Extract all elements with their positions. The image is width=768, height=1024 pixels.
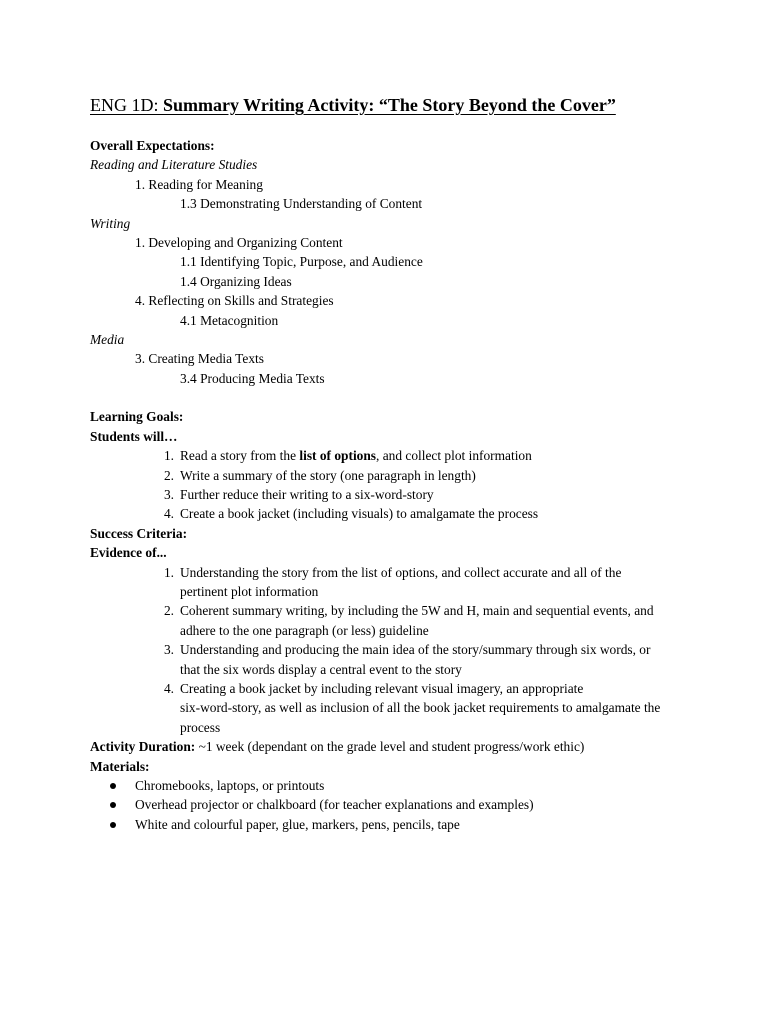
goal-text: Read a story from the: [180, 448, 300, 464]
criteria-text: six-word-story, as well as inclusion of all the book jacket requirements to amalgamate the: [180, 700, 661, 716]
criteria-text: that the six words display a central event to the story: [180, 661, 462, 677]
material-text: White and colourful paper, glue, markers, pens, pencils, tape: [135, 816, 460, 832]
strand-reading: Reading and Literature Studies: [90, 157, 258, 173]
activity-duration-label: Activity Duration:: [90, 739, 196, 755]
document-title: [90, 93, 616, 117]
overall-expectations-section: [90, 136, 690, 388]
success-criteria-intro: Evidence of...: [90, 545, 167, 561]
overall-expectations-heading: Overall Expectations:: [90, 138, 215, 153]
list-item: [90, 795, 690, 814]
list-item: [90, 640, 690, 679]
course-code: ENG 1D:: [90, 95, 163, 115]
criteria-text: adhere to the one paragraph (or less) guideline: [180, 622, 429, 638]
learning-goals-heading: Learning Goals:: [90, 409, 184, 425]
list-item: [90, 466, 690, 485]
activity-duration: [90, 737, 690, 756]
list-item: [90, 776, 690, 795]
list-item: [90, 504, 690, 523]
strand-writing: Writing: [90, 215, 131, 231]
learning-goals-list: [90, 446, 690, 524]
strand-media: Media: [90, 332, 125, 348]
list-of-options-emphasis: list of options: [299, 448, 377, 464]
materials-heading: Materials:: [90, 758, 150, 774]
material-text: Overhead projector or chalkboard (for teacher explanations and examples): [135, 797, 534, 813]
activity-title: Summary Writing Activity: “The Story Beyond the Cover”: [163, 95, 616, 115]
goal-text: Further reduce their writing to a six-word-story: [180, 486, 434, 502]
list-item: [90, 815, 690, 834]
expectation-writing-4: 4. Reflecting on Skills and Strategies: [135, 293, 334, 309]
list-number: 4.: [163, 506, 174, 522]
goal-text: , and collect plot information: [376, 448, 532, 464]
expectation-writing-1-1: 1.1 Identifying Topic, Purpose, and Audience: [180, 254, 423, 270]
bullet-icon: [110, 783, 116, 789]
expectation-writing-4-1: 4.1 Metacognition: [180, 312, 279, 328]
materials-section: [90, 757, 690, 835]
criteria-text: Creating a book jacket by including relevant visual imagery, an appropriate: [180, 680, 584, 696]
list-number: 3.: [163, 642, 174, 658]
list-item: [90, 563, 690, 602]
bullet-icon: [110, 802, 116, 808]
success-criteria-section: [90, 524, 690, 737]
list-number: 1.: [163, 564, 174, 580]
list-number: 1.: [163, 448, 174, 464]
list-number: 2.: [163, 603, 174, 619]
bullet-icon: [110, 822, 116, 828]
expectation-media-3: 3. Creating Media Texts: [135, 351, 264, 367]
learning-goals-section: [90, 407, 690, 523]
expectation-reading-1: 1. Reading for Meaning: [135, 176, 263, 192]
document-body: [90, 136, 690, 834]
goal-text: Create a book jacket (including visuals) to amalgamate the process: [180, 506, 539, 522]
expectation-writing-1: 1. Developing and Organizing Content: [135, 235, 343, 251]
expectation-writing-1-4: 1.4 Organizing Ideas: [180, 273, 292, 289]
success-criteria-list: [90, 563, 690, 738]
expectation-reading-1-3: 1.3 Demonstrating Understanding of Content: [180, 196, 423, 212]
criteria-text: Understanding and producing the main idea of the story/summary through six words, or: [180, 642, 651, 658]
criteria-text: Coherent summary writing, by including the 5W and H, main and sequential events, and: [180, 603, 654, 619]
criteria-text: process: [180, 719, 221, 735]
list-number: 4.: [163, 680, 174, 696]
materials-list: [90, 776, 690, 834]
goal-text: Write a summary of the story (one paragraph in length): [180, 467, 476, 483]
list-number: 3.: [163, 486, 174, 502]
list-item: [90, 679, 690, 737]
expectation-media-3-4: 3.4 Producing Media Texts: [180, 370, 325, 386]
list-number: 2.: [163, 467, 174, 483]
success-criteria-heading: Success Criteria:: [90, 525, 188, 541]
list-item: [90, 446, 690, 465]
criteria-text: pertinent plot information: [180, 583, 319, 599]
activity-duration-value: ~1 week (dependant on the grade level and student progress/work ethic): [195, 739, 585, 755]
criteria-text: Understanding the story from the list of options, and collect accurate and all of the: [180, 564, 622, 580]
list-item: [90, 601, 690, 640]
spacer: [90, 388, 690, 407]
list-item: [90, 485, 690, 504]
learning-goals-intro: Students will…: [90, 428, 178, 444]
material-text: Chromebooks, laptops, or printouts: [135, 778, 325, 793]
